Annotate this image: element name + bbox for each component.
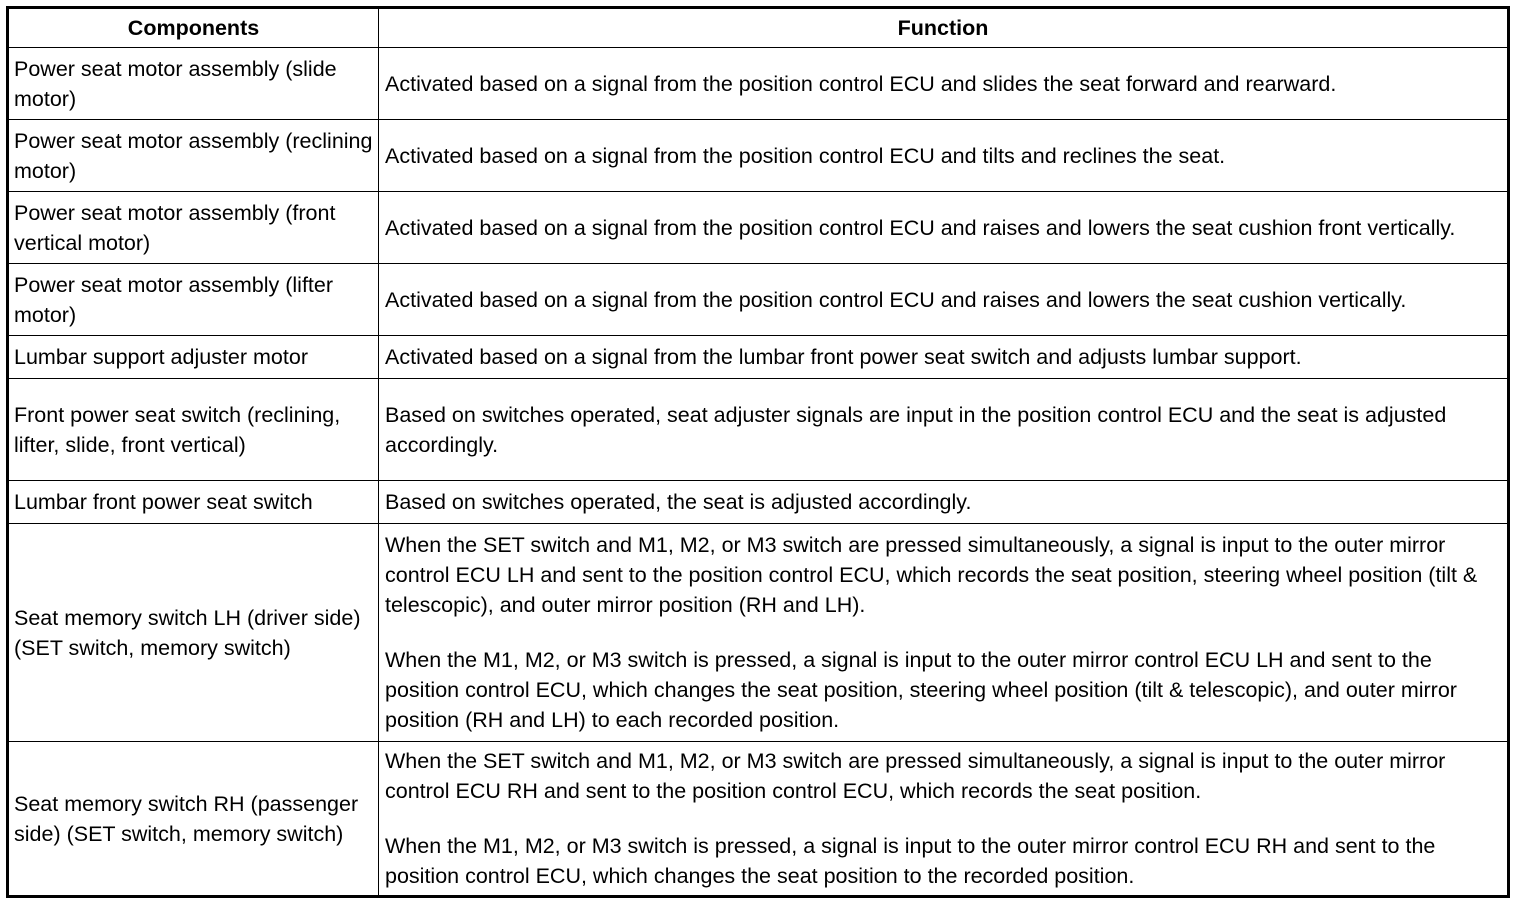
function-cell — [379, 379, 1509, 481]
function-cell — [379, 120, 1509, 192]
function-text: Activated based on a signal from the position control ECU and tilts and reclines the seat. — [385, 143, 1226, 168]
function-header: Function — [379, 8, 1509, 48]
table-row — [8, 336, 1509, 379]
function-text: When the SET switch and M1, M2, or M3 switch are pressed simultaneously, a signal is input to the outer mirror control ECU RH and sent to the position control ECU, which records the seat position. — [385, 749, 1446, 803]
table-row — [8, 192, 1509, 264]
table-row — [8, 481, 1509, 524]
table-row — [8, 379, 1509, 481]
function-cell — [379, 481, 1509, 524]
function-text: Activated based on a signal from the position control ECU and raises and lowers the seat cushion vertically. — [385, 287, 1407, 312]
component-cell: Power seat motor assembly (slide motor) — [8, 48, 379, 120]
function-cell — [379, 524, 1509, 742]
table-row — [8, 48, 1509, 120]
function-cell — [379, 264, 1509, 336]
function-text: Based on switches operated, the seat is adjusted accordingly. — [385, 490, 972, 514]
component-cell: Lumbar support adjuster motor — [8, 336, 379, 379]
components-header: Components — [8, 8, 379, 48]
table-row — [8, 524, 1509, 742]
function-text: Activated based on a signal from the lumbar front power seat switch and adjusts lumbar support. — [385, 345, 1302, 369]
function-text: When the M1, M2, or M3 switch is pressed, a signal is input to the outer mirror control ECU LH and sent to the position control ECU, which changes the seat position, steering wheel position (tilt & telescopic), and outer mirror position (RH and LH) to each recorded position. — [385, 648, 1457, 732]
components-function-table — [6, 6, 1510, 898]
function-text: When the SET switch and M1, M2, or M3 switch are pressed simultaneously, a signal is input to the outer mirror control ECU LH and sent to the position control ECU, which records the seat position, steering wheel position (tilt & telescopic), and outer mirror position (RH and LH). — [385, 533, 1478, 617]
component-cell: Seat memory switch RH (passenger side) (SET switch, memory switch) — [8, 742, 379, 897]
component-cell: Power seat motor assembly (reclining motor) — [8, 120, 379, 192]
component-cell: Power seat motor assembly (front vertical motor) — [8, 192, 379, 264]
function-text: Activated based on a signal from the position control ECU and slides the seat forward and rearward. — [385, 71, 1337, 96]
function-text: When the M1, M2, or M3 switch is pressed, a signal is input to the outer mirror control ECU RH and sent to the position control ECU, which changes the seat position to the recorded position. — [385, 834, 1436, 888]
component-cell: Seat memory switch LH (driver side) (SET switch, memory switch) — [8, 524, 379, 742]
table-row — [8, 120, 1509, 192]
function-cell — [379, 336, 1509, 379]
component-cell: Lumbar front power seat switch — [8, 481, 379, 524]
function-text: Activated based on a signal from the position control ECU and raises and lowers the seat cushion front vertically. — [385, 215, 1456, 240]
table-row — [8, 264, 1509, 336]
function-cell — [379, 742, 1509, 897]
header-row — [8, 8, 1509, 48]
function-text: Based on switches operated, seat adjuster signals are input in the position control ECU and the seat is adjusted accordingly. — [385, 402, 1447, 457]
function-cell — [379, 48, 1509, 120]
table-row — [8, 742, 1509, 897]
component-cell: Front power seat switch (reclining, lifter, slide, front vertical) — [8, 379, 379, 481]
component-cell: Power seat motor assembly (lifter motor) — [8, 264, 379, 336]
function-cell — [379, 192, 1509, 264]
